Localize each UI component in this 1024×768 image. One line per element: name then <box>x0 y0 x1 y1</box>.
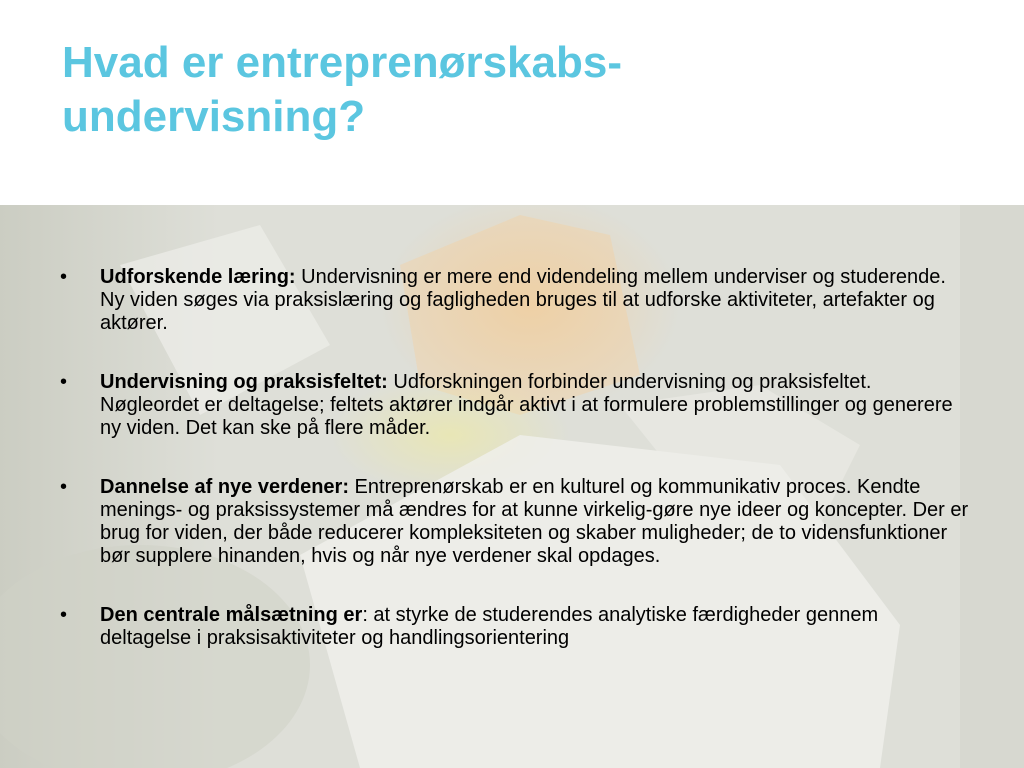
slide-title-line-2: undervisning? <box>62 92 366 141</box>
bullet-item <box>60 476 970 568</box>
bullet-text: Undervisning er mere end videndeling mellem underviser og studerende. Ny viden søges via praksislæring og fagligheden bruges til at udforske aktiviteter, artefakter og aktører. <box>100 266 946 334</box>
bullet-text: Entreprenørskab er en kulturel og kommunikativ proces. Kendte menings- og praksissystemer må ændres for at kunne virkelig-gøre nye ideer og koncepter. Der er brug for viden, der både reducerer kompleksiteten og skaber muligheder; de to vidensfunktioner bør supplere hinanden, hvis og når nye verdener skal opdages. <box>100 476 969 567</box>
bullet-item <box>60 604 970 650</box>
bullet-item <box>60 371 970 440</box>
bullet-lead: Udforskende læring: <box>100 266 296 288</box>
bullet-dot: • <box>60 604 68 626</box>
bullet-text: Udforskningen forbinder undervisning og praksisfeltet. Nøgleordet er deltagelse; feltets aktører indgår aktivt i at formulere problemstillinger og generere ny viden. Det kan ske på flere måder. <box>100 371 953 439</box>
bullet-lead: Den centrale målsætning er <box>100 604 363 626</box>
slide-title <box>62 36 962 144</box>
bullet-list <box>60 266 970 686</box>
title-area <box>0 0 1024 205</box>
bullet-dot: • <box>60 266 68 288</box>
bullet-lead: Undervisning og praksisfeltet: <box>100 371 388 393</box>
bullet-dot: • <box>60 371 68 393</box>
slide-title-line-1: Hvad er entreprenørskabs- <box>62 38 622 87</box>
bullet-dot: • <box>60 476 68 498</box>
bullet-text: : at styrke de studerendes analytiske færdigheder gennem deltagelse i praksisaktiviteter og handlingsorientering <box>100 604 879 649</box>
bullet-lead: Dannelse af nye verdener: <box>100 476 349 498</box>
bullet-item <box>60 266 970 335</box>
